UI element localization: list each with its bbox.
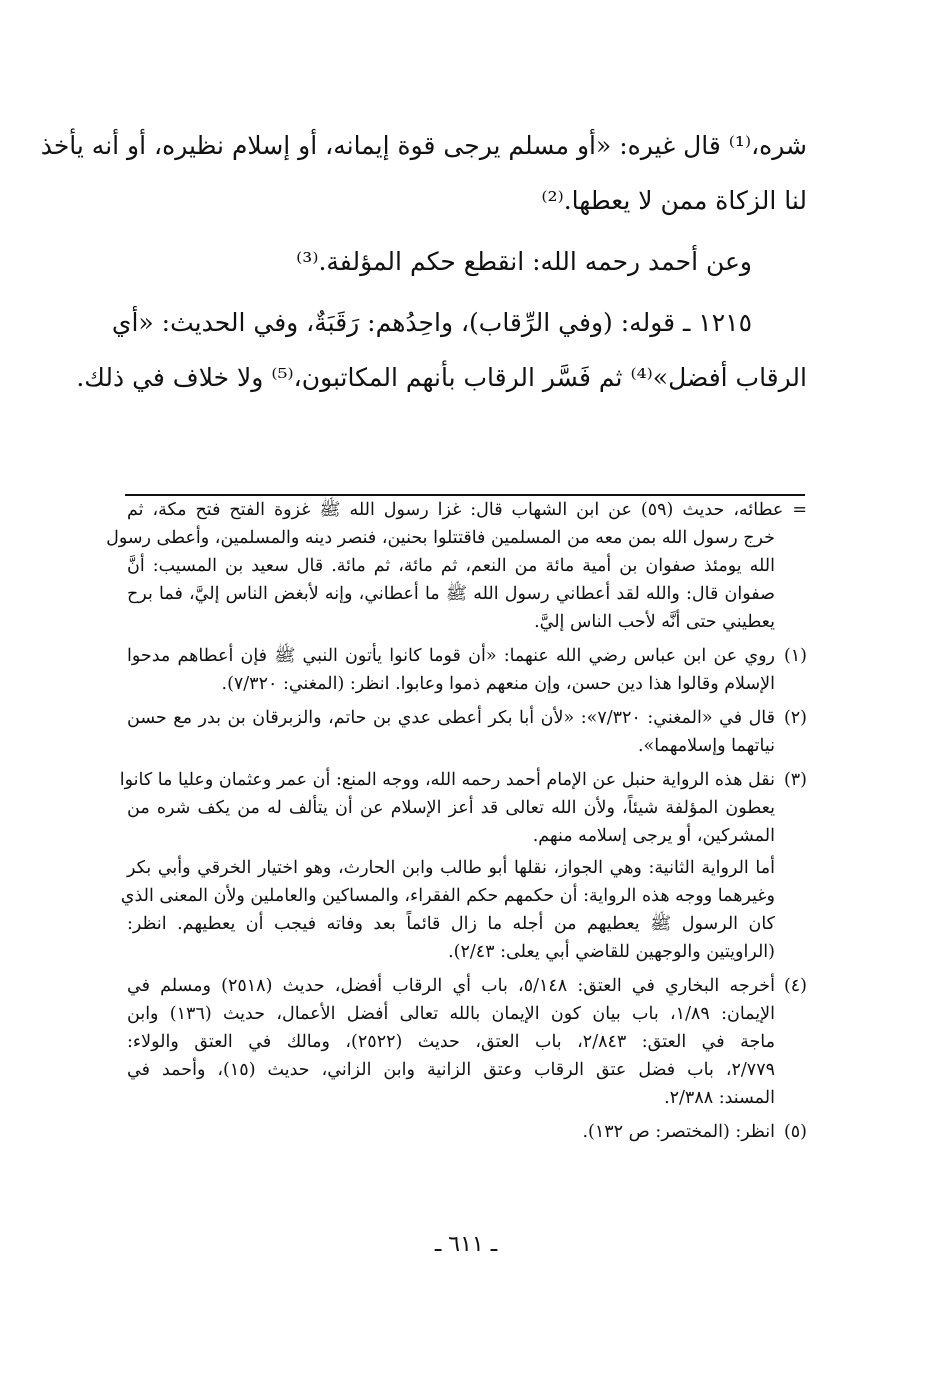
footnote-line: يعطون المؤلفة شيئاً، ولأن الله تعالى قد أعز الإسلام عن أن يتألف له من يكف شره من (127, 798, 775, 818)
footnote-line: الله يومئذ صفوان بن أمية مائة من النعم، ثم مائة، ثم مائة. قال سعيد بن المسيب: أنَّ (127, 556, 775, 576)
footnote-5 (127, 1118, 807, 1146)
footnote-line: = عطائه، حديث (٥٩) عن ابن الشهاب قال: غزا رسول الله ﷺ غزوة الفتح فتح مكة، ثم (127, 500, 807, 520)
footnote-line: أما الرواية الثانية: وهي الجواز، نقلها أبو طالب وابن الحارث، وهو اختيار الخرقي وأبي بكر (127, 858, 775, 878)
footnote-line: نياتهما وإسلامهما». (637, 736, 775, 756)
page-number: ـ ٦١١ ـ (434, 1232, 498, 1257)
footnote-number: (١) (783, 646, 807, 666)
footnote-line: الإسلام وقالوا هذا دين حسن، وإن منعهم ذموا وعابوا. انظر: (المغني: ٧/٣٢٠). (221, 674, 775, 694)
main-line: شره،⁽¹⁾ قال غيره: «أو مسلم يرجى قوة إيمانه، أو إسلام نظيره، أو أنه يأخذ (40, 131, 807, 160)
main-line: الرقاب أفضل»⁽⁴⁾ ثم فَسَّر الرقاب بأنهم المكاتبون،⁽⁵⁾ ولا خلاف في ذلك. (76, 363, 807, 392)
footnote-number: (٣) (783, 770, 807, 790)
footnote-line: (الراويتين والوجهين للقاضي أبي يعلى: ٢/٤٣). (448, 942, 775, 962)
footnote-line: صفوان قال: والله لقد أعطاني رسول الله ﷺ ما أعطاني، وإنه لأبغض الناس إليَّ، فما برح (127, 584, 775, 604)
main-line: وعن أحمد رحمه الله: انقطع حكم المؤلفة.⁽³⁾ (296, 247, 752, 276)
footnote-line: وغيرهما ووجه هذه الرواية: أن حكمهم حكم الفقراء، والمساكين والعاملين ولأن المعنى الذي (120, 886, 775, 906)
footnote-4 (127, 972, 807, 1112)
footnote-line: المشركين، أو يرجى إسلامه منهم. (532, 826, 775, 846)
footnotes (106, 496, 807, 1152)
footnote-line: انظر: (المختصر: ص ١٣٢). (582, 1122, 775, 1142)
main-text (40, 118, 807, 405)
footnote-1 (127, 642, 807, 698)
footnote-continuation (106, 496, 807, 636)
footnote-line: أخرجه البخاري في العتق: ٥/١٤٨، باب أي الرقاب أفضل، حديث (٢٥١٨) ومسلم في (127, 976, 775, 996)
footnote-line: ٢/٧٧٩، باب فضل عتق الرقاب وعتق الزانية وابن الزاني، حديث (١٥)، وأحمد في (127, 1060, 775, 1080)
footnote-line: خرج رسول الله بمن معه من المسلمين فاقتتلوا بحنين، فنصر دينه والمسلمين، وأعطى رسول (106, 528, 775, 548)
footnote-line: يعطيني حتى أنَّه لأحب الناس إليَّ. (534, 612, 775, 632)
footnote-number: (٥) (783, 1122, 807, 1142)
footnote-line: كان الرسول ﷺ يعطيهم من أجله ما زال قائماً بعد وفاته فيجب أن يعطيهم. انظر: (127, 914, 775, 934)
main-line: ١٢١٥ ـ قوله: (وفي الرِّقاب)، واحِدُهم: رَقَبَةٌ، وفي الحديث: «أي (111, 308, 752, 337)
footnote-number: (٤) (783, 976, 807, 996)
footnote-line: نقل هذه الرواية حنبل عن الإمام أحمد رحمه الله، ووجه المنع: أن عمر وعثمان وعليا ما كانوا (119, 770, 775, 790)
footnote-line: المسند: ٢/٣٨٨. (664, 1088, 775, 1108)
footnote-line: قال في «المغني: ٧/٣٢٠»: «لأن أبا بكر أعطى عدي بن حاتم، والزبرقان بن بدر مع حسن (127, 708, 775, 728)
main-line: لنا الزكاة ممن لا يعطها.⁽²⁾ (541, 186, 807, 215)
footnote-number: (٢) (783, 708, 807, 728)
footnote-3 (119, 766, 807, 966)
footnote-line: الإيمان: ١/٨٩، باب بيان كون الإيمان بالله تعالى أفضل الأعمال، حديث (١٣٦) وابن (127, 1004, 775, 1024)
footnote-2 (127, 704, 807, 760)
footnote-line: روي عن ابن عباس رضي الله عنهما: «أن قوما كانوا يأتون النبي ﷺ فإن أعطاهم مدحوا (127, 646, 775, 666)
footnote-line: ماجة في العتق: ٢/٨٤٣، باب العتق، حديث (٢٥٢٢)، ومالك في العتق والولاء: (127, 1032, 775, 1052)
